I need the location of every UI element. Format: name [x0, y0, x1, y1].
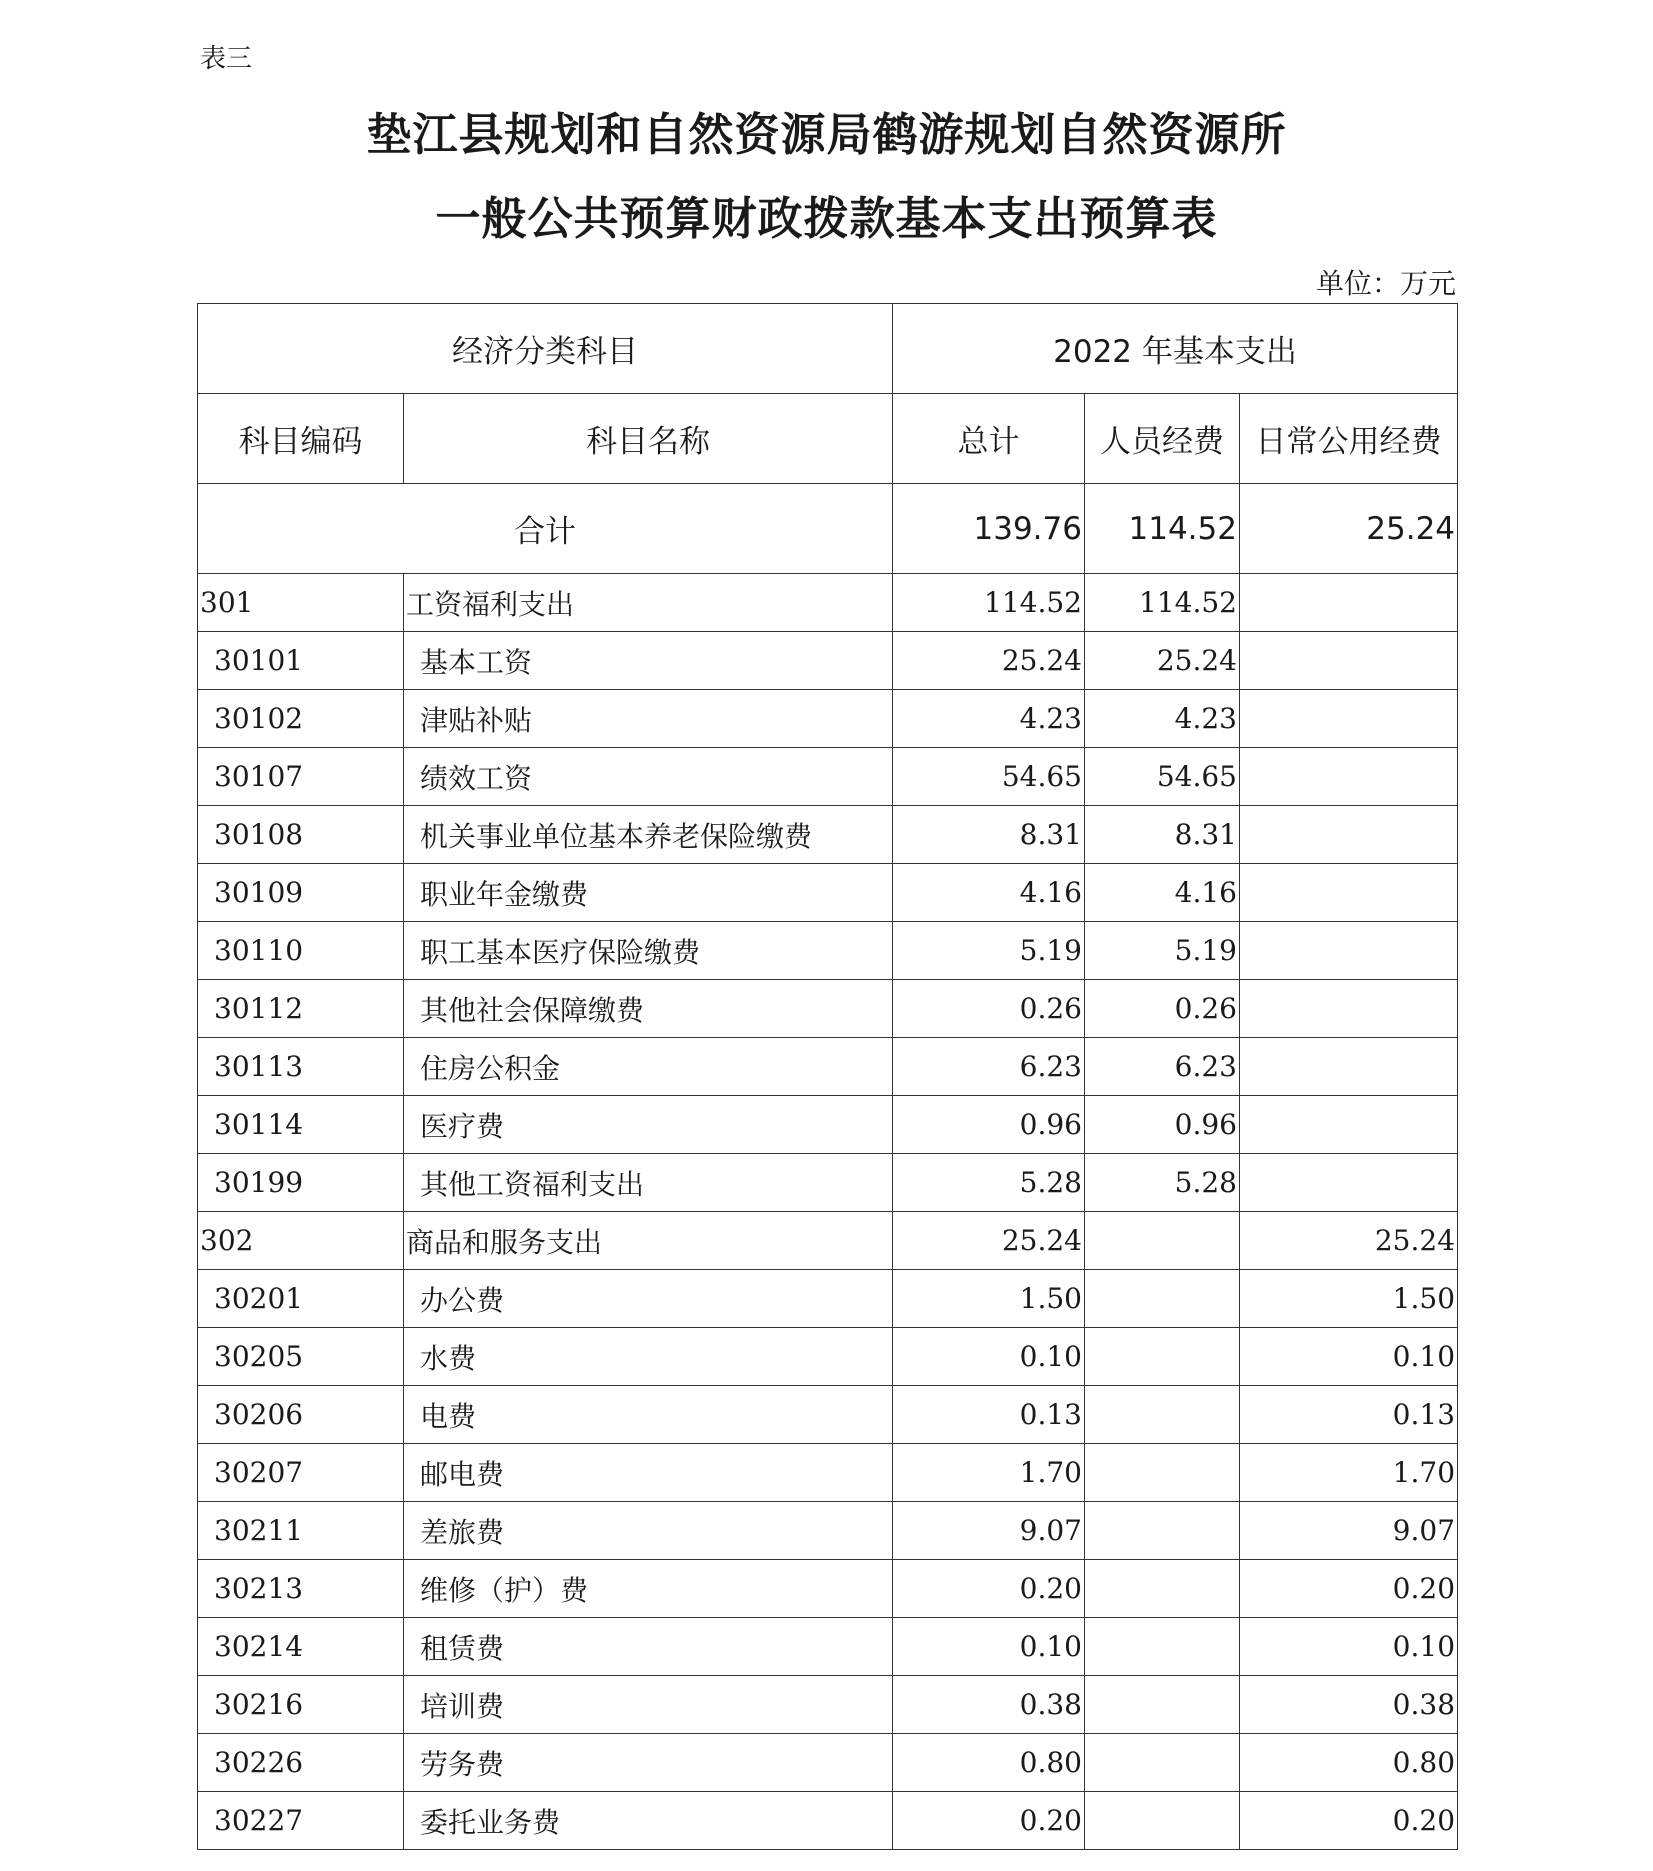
- row-code: 30102: [198, 690, 404, 748]
- row-public: 0.20: [1240, 1560, 1458, 1618]
- table-row: [198, 1502, 1458, 1560]
- row-name: 其他社会保障缴费: [404, 980, 893, 1038]
- row-total: 5.19: [893, 922, 1085, 980]
- row-name: 办公费: [404, 1270, 893, 1328]
- row-personnel: [1085, 1618, 1240, 1676]
- row-name: 津贴补贴: [404, 690, 893, 748]
- row-code: 30211: [198, 1502, 404, 1560]
- row-personnel: [1085, 1792, 1240, 1850]
- row-public: 0.10: [1240, 1328, 1458, 1386]
- row-code: 30109: [198, 864, 404, 922]
- row-public: [1240, 922, 1458, 980]
- row-public: [1240, 806, 1458, 864]
- row-personnel: 54.65: [1085, 748, 1240, 806]
- row-name: 邮电费: [404, 1444, 893, 1502]
- header-economic-category: 经济分类科目: [198, 304, 893, 394]
- row-name: 其他工资福利支出: [404, 1154, 893, 1212]
- row-code: 302: [198, 1212, 404, 1270]
- row-name: 医疗费: [404, 1096, 893, 1154]
- row-code: 30226: [198, 1734, 404, 1792]
- row-public: [1240, 748, 1458, 806]
- table-label: 表三: [200, 44, 253, 74]
- table-row: [198, 748, 1458, 806]
- header-code: 科目编码: [198, 394, 404, 484]
- row-total: 0.20: [893, 1560, 1085, 1618]
- table-row: [198, 1444, 1458, 1502]
- row-code: 30227: [198, 1792, 404, 1850]
- row-total: 0.80: [893, 1734, 1085, 1792]
- row-total: 1.50: [893, 1270, 1085, 1328]
- row-public: [1240, 1038, 1458, 1096]
- row-code: 30199: [198, 1154, 404, 1212]
- row-total: 25.24: [893, 632, 1085, 690]
- row-name: 电费: [404, 1386, 893, 1444]
- row-public: [1240, 1096, 1458, 1154]
- document-title-line-2: 一般公共预算财政拨款基本支出预算表: [435, 192, 1218, 245]
- table-row: [198, 1270, 1458, 1328]
- row-public: [1240, 574, 1458, 632]
- row-name: 水费: [404, 1328, 893, 1386]
- table-row: [198, 1792, 1458, 1850]
- row-name: 培训费: [404, 1676, 893, 1734]
- row-code: 30206: [198, 1386, 404, 1444]
- row-personnel: 4.16: [1085, 864, 1240, 922]
- row-total: 54.65: [893, 748, 1085, 806]
- row-code: 30201: [198, 1270, 404, 1328]
- budget-table: [197, 303, 1458, 1850]
- row-personnel: [1085, 1676, 1240, 1734]
- row-name: 基本工资: [404, 632, 893, 690]
- row-personnel: [1085, 1386, 1240, 1444]
- row-name: 委托业务费: [404, 1792, 893, 1850]
- unit-label: 单位：万元: [1315, 267, 1456, 300]
- row-personnel: 4.23: [1085, 690, 1240, 748]
- table-row: [198, 864, 1458, 922]
- header-name: 科目名称: [404, 394, 893, 484]
- row-total: 114.52: [893, 574, 1085, 632]
- table-row: [198, 1212, 1458, 1270]
- row-personnel: 6.23: [1085, 1038, 1240, 1096]
- row-name: 职业年金缴费: [404, 864, 893, 922]
- row-personnel: 25.24: [1085, 632, 1240, 690]
- row-personnel: 5.28: [1085, 1154, 1240, 1212]
- row-total: 0.38: [893, 1676, 1085, 1734]
- row-total: 9.07: [893, 1502, 1085, 1560]
- row-public: [1240, 980, 1458, 1038]
- row-total: 4.16: [893, 864, 1085, 922]
- row-total: 6.23: [893, 1038, 1085, 1096]
- row-total: 0.20: [893, 1792, 1085, 1850]
- row-personnel: [1085, 1212, 1240, 1270]
- row-total: 4.23: [893, 690, 1085, 748]
- row-code: 30108: [198, 806, 404, 864]
- row-personnel: [1085, 1444, 1240, 1502]
- row-total: 0.10: [893, 1618, 1085, 1676]
- row-public: 1.70: [1240, 1444, 1458, 1502]
- row-name: 商品和服务支出: [404, 1212, 893, 1270]
- header-personnel: 人员经费: [1085, 394, 1240, 484]
- table-row: [198, 1618, 1458, 1676]
- row-code: 30101: [198, 632, 404, 690]
- row-public: 0.10: [1240, 1618, 1458, 1676]
- table-row: [198, 1734, 1458, 1792]
- row-public: [1240, 632, 1458, 690]
- row-public: [1240, 864, 1458, 922]
- header-total: 总计: [893, 394, 1085, 484]
- row-personnel: [1085, 1328, 1240, 1386]
- row-code: 30110: [198, 922, 404, 980]
- row-code: 30107: [198, 748, 404, 806]
- row-personnel: [1085, 1560, 1240, 1618]
- row-code: 30214: [198, 1618, 404, 1676]
- row-public: 0.80: [1240, 1734, 1458, 1792]
- row-name: 职工基本医疗保险缴费: [404, 922, 893, 980]
- row-public: 0.38: [1240, 1676, 1458, 1734]
- row-total: 0.96: [893, 1096, 1085, 1154]
- row-name: 租赁费: [404, 1618, 893, 1676]
- row-public: 9.07: [1240, 1502, 1458, 1560]
- table-row: [198, 922, 1458, 980]
- row-name: 维修（护）费: [404, 1560, 893, 1618]
- row-code: 30205: [198, 1328, 404, 1386]
- row-public: [1240, 1154, 1458, 1212]
- row-code: 30216: [198, 1676, 404, 1734]
- row-total: 8.31: [893, 806, 1085, 864]
- row-total: 0.13: [893, 1386, 1085, 1444]
- row-name: 工资福利支出: [404, 574, 893, 632]
- row-total: 1.70: [893, 1444, 1085, 1502]
- row-code: 301: [198, 574, 404, 632]
- header-basic-expenditure-year: 2022 年基本支出: [893, 304, 1458, 394]
- row-code: 30112: [198, 980, 404, 1038]
- row-code: 30113: [198, 1038, 404, 1096]
- row-code: 30114: [198, 1096, 404, 1154]
- row-name: 住房公积金: [404, 1038, 893, 1096]
- row-name: 差旅费: [404, 1502, 893, 1560]
- table-row: [198, 1676, 1458, 1734]
- row-name: 劳务费: [404, 1734, 893, 1792]
- table-row: [198, 1038, 1458, 1096]
- table-row: [198, 1560, 1458, 1618]
- table-row: [198, 1096, 1458, 1154]
- row-personnel: 114.52: [1085, 574, 1240, 632]
- row-total: 0.26: [893, 980, 1085, 1038]
- row-code: 30213: [198, 1560, 404, 1618]
- total-value-total: 139.76: [893, 484, 1085, 574]
- row-public: 0.13: [1240, 1386, 1458, 1444]
- row-name: 机关事业单位基本养老保险缴费: [404, 806, 893, 864]
- total-value-personnel: 114.52: [1085, 484, 1240, 574]
- row-code: 30207: [198, 1444, 404, 1502]
- row-public: 25.24: [1240, 1212, 1458, 1270]
- total-value-public: 25.24: [1240, 484, 1458, 574]
- header-public: 日常公用经费: [1240, 394, 1458, 484]
- row-personnel: [1085, 1270, 1240, 1328]
- row-total: 0.10: [893, 1328, 1085, 1386]
- row-public: 0.20: [1240, 1792, 1458, 1850]
- table-row: [198, 574, 1458, 632]
- row-personnel: 0.26: [1085, 980, 1240, 1038]
- header-column-row: [198, 394, 1458, 484]
- table-row: [198, 806, 1458, 864]
- total-row: [198, 484, 1458, 574]
- row-personnel: [1085, 1502, 1240, 1560]
- row-total: 25.24: [893, 1212, 1085, 1270]
- row-total: 5.28: [893, 1154, 1085, 1212]
- row-personnel: 8.31: [1085, 806, 1240, 864]
- row-personnel: [1085, 1734, 1240, 1792]
- row-name: 绩效工资: [404, 748, 893, 806]
- header-group-row: [198, 304, 1458, 394]
- table-row: [198, 690, 1458, 748]
- total-label: 合计: [198, 484, 893, 574]
- row-public: 1.50: [1240, 1270, 1458, 1328]
- table-row: [198, 1328, 1458, 1386]
- row-public: [1240, 690, 1458, 748]
- row-personnel: 0.96: [1085, 1096, 1240, 1154]
- row-personnel: 5.19: [1085, 922, 1240, 980]
- document-title-line-1: 垫江县规划和自然资源局鹤游规划自然资源所: [366, 108, 1287, 161]
- table-row: [198, 980, 1458, 1038]
- table-row: [198, 1154, 1458, 1212]
- table-row: [198, 1386, 1458, 1444]
- table-row: [198, 632, 1458, 690]
